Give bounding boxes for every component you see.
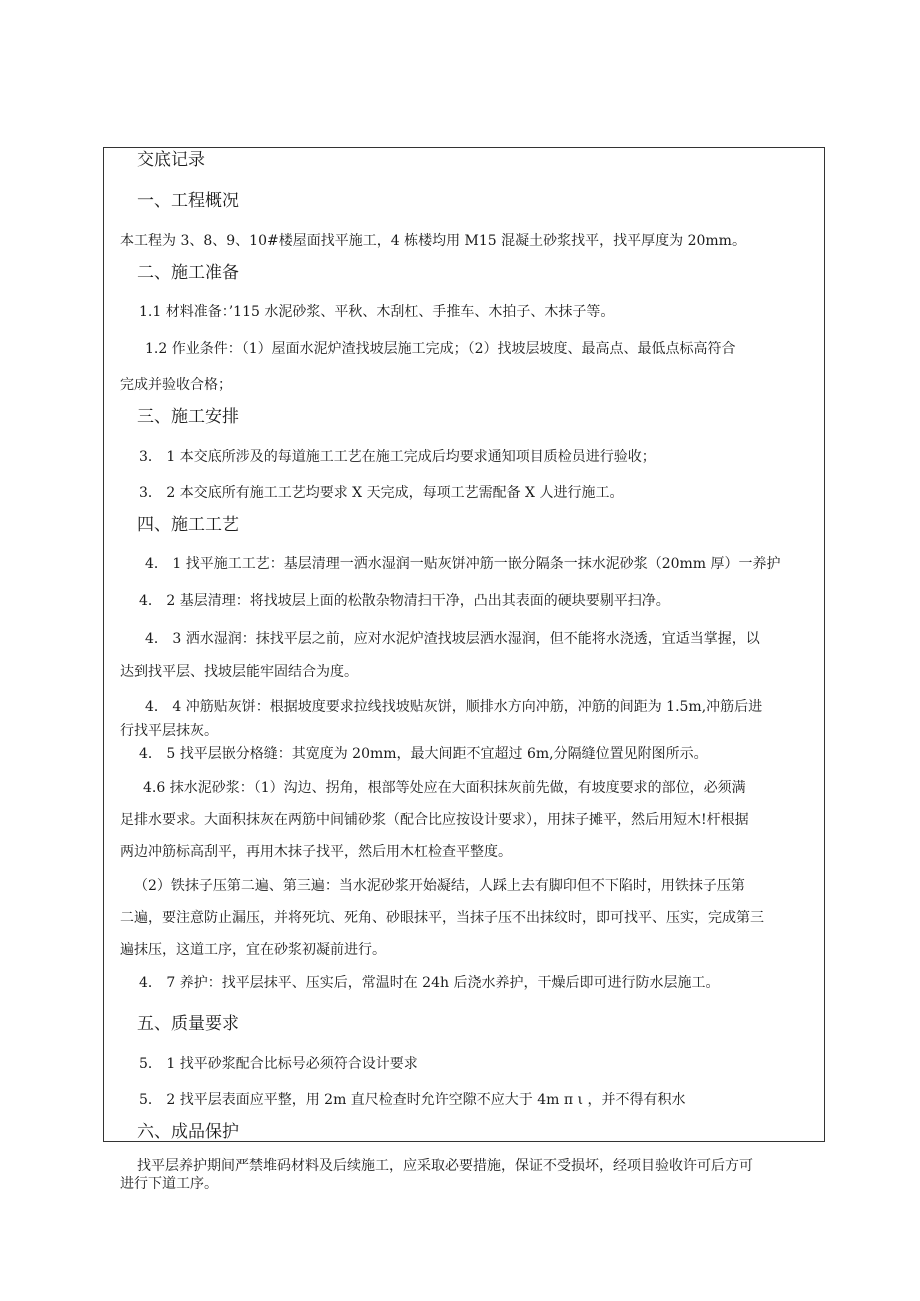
heading-arrangement: 三、施工安排 — [137, 407, 239, 427]
paragraph-conditions-line1: 1.2 作业条件：（1）屋面水泥炉渣找坡层施工完成；（2）找坡层坡度、最高点、最低点标高符合 — [145, 341, 736, 357]
paragraph-arrangement-2: 3． 2 本交底所有施工工艺均要求 X 天完成，每项工艺需配备 X 人进行施工。 — [139, 485, 624, 501]
paragraph-conditions-line2: 完成并验收合格； — [120, 377, 232, 393]
paragraph-protection-line1: 找平层养护期间严禁堆码材料及后续施工，应采取必要措施，保证不受损坏，经项目验收许可后方可 — [137, 1158, 753, 1174]
paragraph-process-2: 4． 2 基层清理：将找坡层上面的松散杂物清扫干净，凸出其表面的硬块要剔平扫净。 — [139, 593, 670, 609]
heading-protection: 六、成品保护 — [137, 1122, 239, 1142]
record-title: 交底记录 — [137, 150, 205, 170]
paragraph-process-8: 4． 7 养护：找平层抹平、压实后，常温时在 24h 后浇水养护，干燥后即可进行防水层施工。 — [139, 975, 720, 991]
paragraph-process-4-line2: 行找平层抹灰。 — [120, 723, 218, 739]
paragraph-process-3-line1: 4． 3 洒水湿润：抹找平层之前，应对水泥炉渣找坡层洒水湿润，但不能将水浇透，宜适当掌握，以 — [145, 631, 760, 647]
paragraph-quality-2: 5． 2 找平层表面应平整，用 2m 直尺检查时允许空隙不应大于 4m π ι ，并不得有积水 — [139, 1092, 686, 1108]
paragraph-process-7-line2: 二遍，要注意防止漏压，并将死坑、死角、砂眼抹平，当抹子压不出抹纹时，即可找平、压实，完成第三 — [120, 910, 764, 926]
paragraph-process-7-line3: 遍抹压，这道工序，宜在砂浆初凝前进行。 — [120, 942, 386, 958]
paragraph-process-6-line3: 两边冲筋标高刮平，再用木抹子找平，然后用木杠检查平整度。 — [120, 844, 512, 860]
heading-project-overview: 一、工程概况 — [137, 191, 239, 211]
paragraph-process-3-line2: 达到找平层、找坡层能牢固结合为度。 — [120, 664, 358, 680]
paragraph-process-1: 4． 1 找平施工工艺：基层清理一洒水湿润一贴灰饼冲筋一嵌分隔条一抹水泥砂浆（20mm 厚）一养护 — [145, 556, 781, 572]
paragraph-process-5: 4． 5 找平层嵌分格缝：其宽度为 20mm，最大间距不宜超过 6m,分隔缝位置见附图所示。 — [139, 746, 708, 762]
paragraph-process-4-line1: 4． 4 冲筋贴灰饼：根据坡度要求拉线找坡贴灰饼，顺排水方向冲筋，冲筋的间距为 1.5m,冲筋后进 — [145, 699, 763, 715]
paragraph-quality-1: 5． 1 找平砂浆配合比标号必须符合设计要求 — [139, 1056, 418, 1072]
paragraph-process-6-line1: 4.6 抹水泥砂浆：（1）沟边、拐角，根部等处应在大面积抹灰前先做，有坡度要求的部位，必须满 — [143, 780, 746, 796]
paragraph-process-6-line2: 足排水要求。大面积抹灰在两筋中间铺砂浆（配合比应按设计要求），用抹子摊平，然后用短木!杆根据 — [120, 812, 749, 828]
paragraph-arrangement-1: 3． 1 本交底所涉及的每道施工工艺在施工完成后均要求通知项目质检员进行验收； — [139, 449, 656, 465]
heading-quality: 五、质量要求 — [137, 1014, 239, 1034]
heading-process: 四、施工工艺 — [137, 515, 239, 535]
paragraph-process-7-line1: （2）铁抹子压第二遍、第三遍：当水泥砂浆开始凝结，人踩上去有脚印但不下陷时，用铁抹子压第 — [134, 878, 745, 894]
paragraph-materials: 1.1 材料准备：’115 水泥砂浆、平秋、木刮杠、手推车、木拍子、木抹子等。 — [139, 304, 615, 320]
paragraph-overview: 本工程为 3、8、9、10#楼屋面找平施工，4 栋楼均用 M15 混凝土砂浆找平，找平厚度为 20mm。 — [120, 233, 746, 249]
heading-preparation: 二、施工准备 — [137, 263, 239, 283]
paragraph-protection-line2: 进行下道工序。 — [120, 1176, 218, 1192]
